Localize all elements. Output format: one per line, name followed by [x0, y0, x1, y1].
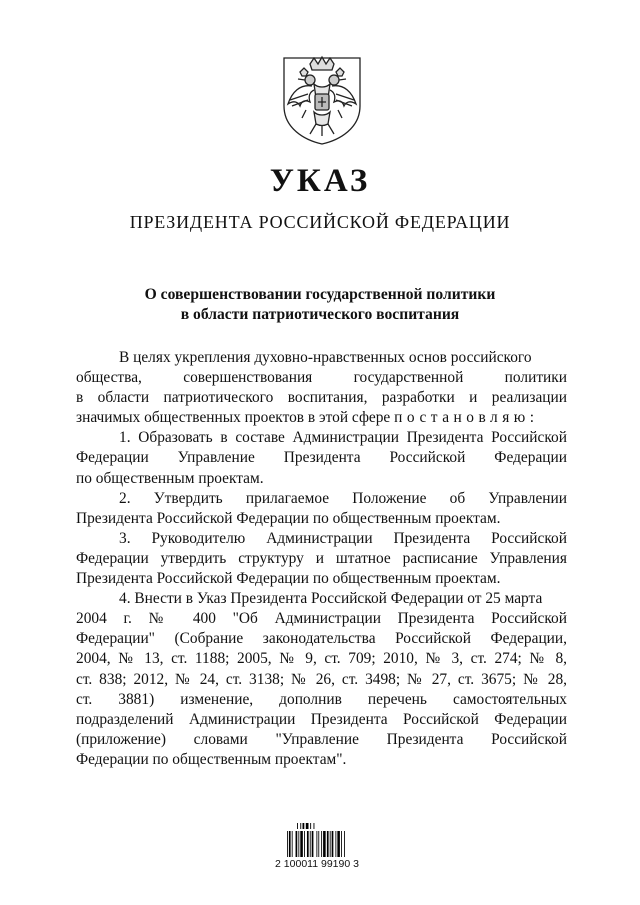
item-1-line: Федерации Управление Президента Российской Федерации [76, 449, 567, 467]
preamble-line: В целях укрепления духовно-нравственных основ российского [119, 349, 532, 366]
item-4-line: 2004, № 13, ст. 1188; 2005, № 9, ст. 709; 2010, № 3, ст. 274; № 8, [76, 650, 567, 668]
preamble-line: общества, совершенствования государственной политики [76, 369, 567, 387]
item-4-line: 4. Внести в Указ Президента Российской Федерации от 25 марта [119, 590, 543, 608]
barcode-number: 2 100011 99190 3 [275, 858, 359, 870]
item-4-line: Федерации" (Собрание законодательства Российской Федерации, [76, 630, 567, 648]
preamble-line [76, 408, 567, 428]
item-3-line: 3. Руководителю Администрации Президента Российской [119, 529, 567, 547]
preamble-text: значимых общественных проектов в этой сфере [76, 409, 391, 427]
item-4-line: ст. 838; 2012, № 24, ст. 3138; № 26, ст. 3498; № 27, ст. 3675; № 28, [76, 670, 567, 688]
decree-heading [120, 285, 520, 325]
item-2-line: Президента Российской Федерации по общественным проектам. [76, 509, 501, 527]
state-emblem-icon [278, 54, 366, 146]
decree-body [76, 348, 567, 770]
document-type-title: УКАЗ [269, 163, 371, 199]
item-4-line: 2004 г. № 400 "Об Администрации Президента Российской [76, 610, 567, 628]
item-4-line: (приложение) словами "Управление Президента Российской [76, 730, 567, 748]
item-3-line: Федерации утвердить структуру и штатное расписание Управления [76, 549, 567, 567]
item-4-line: ст. 3881) изменение, дополнив перечень самостоятельных [76, 690, 567, 708]
item-1-line: по общественным проектам. [76, 469, 264, 487]
preamble-line: в области патриотического воспитания, разработки и реализации [76, 389, 567, 407]
item-2-line: 2. Утвердить прилагаемое Положение об Управлении [119, 489, 567, 507]
item-3-line: Президента Российской Федерации по общественным проектам. [76, 570, 501, 588]
item-4-line: подразделений Администрации Президента Российской Федерации [76, 710, 567, 728]
heading-line: в области патриотического воспитания [180, 306, 460, 323]
heading-line: О совершенствовании государственной политики [144, 286, 496, 303]
item-4-line: Федерации по общественным проектам". [76, 750, 347, 768]
postanovlyayu-spaced: постановляю: [394, 409, 539, 427]
issuer-subtitle: ПРЕЗИДЕНТА РОССИЙСКОЙ ФЕДЕРАЦИИ [129, 212, 511, 232]
item-1-line: 1. Образовать в составе Администрации Президента Российской [119, 429, 567, 447]
